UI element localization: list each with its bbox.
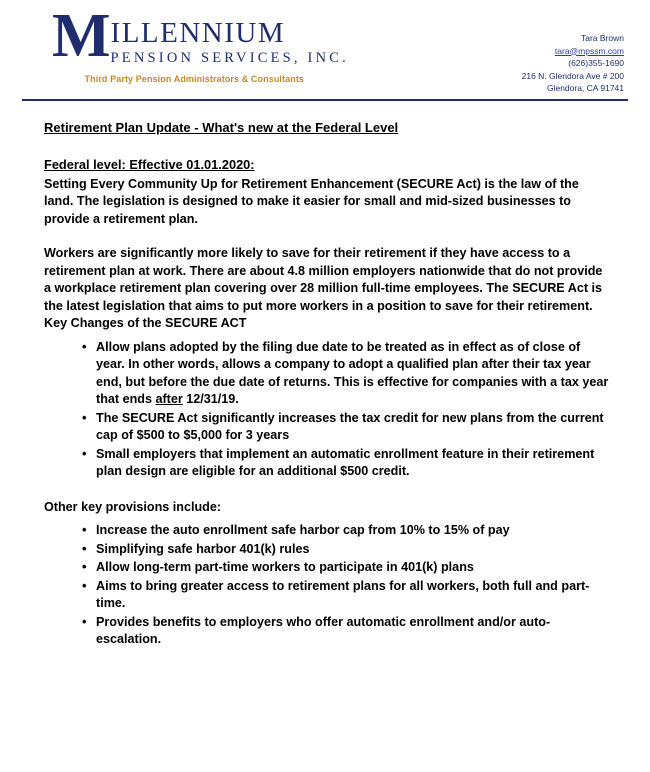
key-changes-heading: Key Changes of the SECURE ACT — [44, 316, 247, 330]
list-item — [82, 446, 610, 481]
contact-address-line1: 216 N. Glendora Ave # 200 — [521, 70, 624, 81]
bullet-text-underline: after — [155, 392, 183, 406]
list-item: • Increase the auto enrollment safe harbor cap from 10% to 15% of pay — [82, 522, 610, 540]
page-title: Retirement Plan Update - What's new at the Federal Level — [44, 119, 399, 135]
list-item: • Provides benefits to employers who offer automatic enrollment and/or auto-escalation. — [82, 614, 610, 649]
bullet-text-pre: The SECURE Act significantly increases the tax credit for new plans from the current cap of $500 to $5,000 for 3 years — [96, 410, 604, 442]
logo-monogram-icon: M — [52, 2, 109, 70]
paragraph1-pre: Setting Every Community Up for Retirement Enhancement ( — [44, 176, 401, 191]
key-changes-list — [44, 339, 610, 481]
contact-address-line2: Glendora, CA 91741 — [546, 83, 624, 93]
bullet-text-pre: Allow plans adopted by the filing due date to be treated as in effect as of close of year. In other words, allows a company to adopt a qualified plan after their tax year end, but before the due date of returns. This is effective for companies with a tax year that ends — [96, 339, 609, 406]
paragraph1-bold: SECURE Act — [400, 176, 477, 191]
logo-tagline: Third Party Pension Administrators & Consultants — [84, 74, 305, 84]
paragraph-secure-act-intro — [44, 176, 610, 229]
list-item — [82, 410, 610, 445]
contact-phone: (626)355-1690 — [568, 58, 624, 68]
document-body — [0, 101, 650, 649]
logo-wordmark — [84, 14, 351, 84]
list-item: • Aims to bring greater access to retirement plans for all workers, both full and part-time. — [82, 578, 610, 613]
other-provisions-heading: Other key provisions include: — [44, 499, 222, 514]
bullet-text-pre: Small employers that implement an automatic enrollment feature in their retirement plan design are eligible for an additional $500 credit. — [96, 446, 595, 478]
logo-company-subtitle: PENSION SERVICES, INC. — [110, 50, 349, 66]
contact-name: Tara Brown — [581, 33, 624, 43]
contact-block — [522, 14, 628, 95]
list-item — [82, 339, 610, 409]
section-heading: Federal level: Effective 01.01.2020: — [44, 157, 255, 172]
contact-email[interactable]: tara@mpssm.com — [554, 45, 624, 56]
paragraph-workers-stats: Workers are significantly more likely to save for their retirement if they have access to a retirement plan at work. There are about 4.8 million employers nationwide that do not provide a workplace retirement plan covering over 28 million full-time employees. The SECURE Act is the latest legislation that aims to put more workers in a position to save for their retirement. — [44, 246, 603, 313]
letterhead-header — [0, 0, 650, 95]
list-item: • Simplifying safe harbor 401(k) rules — [82, 541, 610, 559]
paragraph1-post: ) is the law of the land. The legislation is designed to make it easier for small and mid-sized businesses to provide a retirement plan. — [44, 176, 579, 226]
list-item: • Allow long-term part-time workers to participate in 401(k) plans — [82, 559, 610, 577]
bullet-text-post: 12/31/19. — [182, 392, 239, 406]
company-logo — [22, 2, 351, 84]
other-provisions-list — [44, 522, 610, 649]
logo-company-name: ILLENNIUM — [110, 17, 286, 49]
